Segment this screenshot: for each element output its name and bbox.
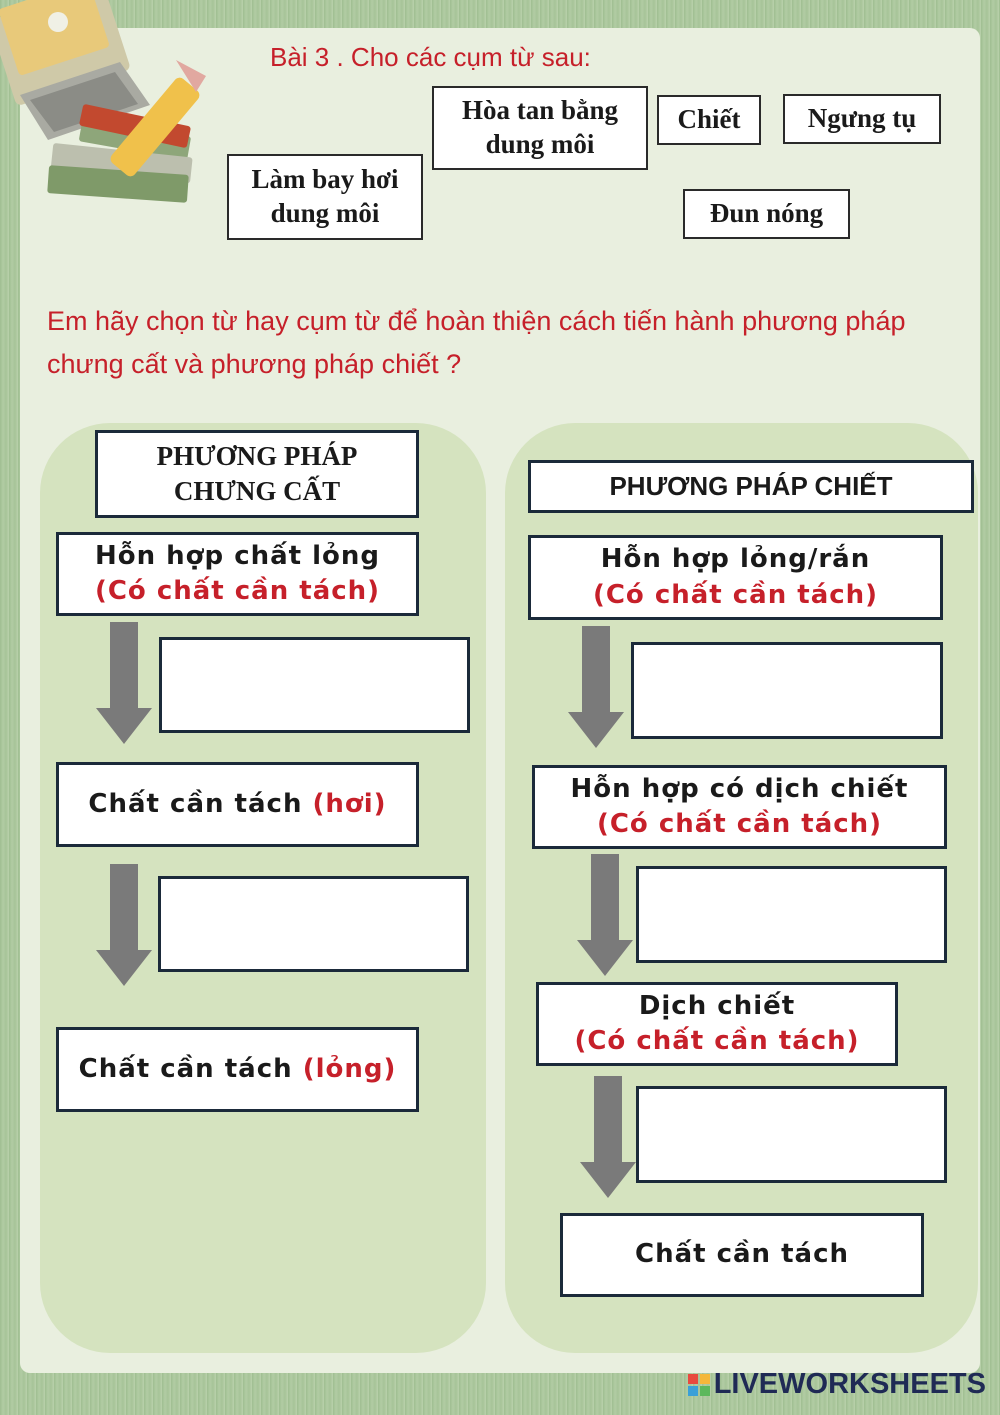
step-label: Hỗn hợp có dịch chiết bbox=[570, 773, 909, 804]
step-label: Hỗn hợp lỏng/rắn bbox=[600, 544, 871, 575]
distillation-step-mixture bbox=[56, 532, 419, 616]
chip-dun-nong[interactable]: Đun nóng bbox=[683, 189, 850, 239]
step-label: Chất cần tách bbox=[634, 1239, 850, 1270]
liveworksheets-logo bbox=[688, 1368, 986, 1401]
answer-blank-extraction-2[interactable] bbox=[636, 866, 947, 963]
distillation-heading: PHƯƠNG PHÁP CHƯNG CẤT bbox=[95, 430, 419, 518]
chip-lam-bay-hoi-dung-moi[interactable]: Làm bay hơi dung môi bbox=[227, 154, 423, 240]
extraction-step-extract bbox=[536, 982, 898, 1066]
chip-hoa-tan-bang-dung-moi[interactable]: Hòa tan bằng dung môi bbox=[432, 86, 648, 170]
exercise-title: Bài 3 . Cho các cụm từ sau: bbox=[270, 42, 591, 72]
chip-chiet[interactable]: Chiết bbox=[657, 95, 761, 145]
down-arrow-icon bbox=[96, 622, 152, 746]
answer-blank-extraction-3[interactable] bbox=[636, 1086, 947, 1183]
brand-name: LIVEWORKSHEETS bbox=[713, 1368, 986, 1400]
extraction-step-target bbox=[560, 1213, 924, 1297]
extraction-step-extract-mixture bbox=[532, 765, 947, 849]
question-text: Em hãy chọn từ hay cụm từ để hoàn thiện cách tiến hành phương pháp chưng cất và phương pháp chiết ? bbox=[47, 306, 906, 379]
step-note: (Có chất cần tách) bbox=[94, 576, 381, 606]
extraction-heading: PHƯƠNG PHÁP CHIẾT bbox=[528, 460, 974, 513]
step-note: (hơi) bbox=[312, 788, 387, 819]
step-note: (Có chất cần tách) bbox=[574, 1026, 860, 1056]
down-arrow-icon bbox=[96, 864, 152, 988]
step-note: (lỏng) bbox=[302, 1053, 397, 1084]
answer-blank-extraction-1[interactable] bbox=[631, 642, 943, 739]
distillation-step-vapor bbox=[56, 762, 419, 847]
chip-ngung-tu[interactable]: Ngưng tụ bbox=[783, 94, 941, 144]
down-arrow-icon bbox=[580, 1076, 636, 1200]
step-note: (Có chất cần tách) bbox=[592, 579, 879, 610]
laptop-books-illustration bbox=[0, 0, 230, 230]
step-label: Hỗn hợp chất lỏng bbox=[94, 540, 381, 571]
step-label: Chất cần tách bbox=[78, 1053, 303, 1084]
brand-mark-icon bbox=[688, 1374, 710, 1396]
extraction-step-mixture bbox=[528, 535, 943, 620]
distillation-step-liquid bbox=[56, 1027, 419, 1112]
down-arrow-icon bbox=[577, 854, 633, 978]
answer-blank-distillation-1[interactable] bbox=[159, 637, 470, 733]
step-label: Chất cần tách bbox=[88, 788, 313, 819]
down-arrow-icon bbox=[568, 626, 624, 750]
step-note: (Có chất cần tách) bbox=[596, 809, 883, 839]
answer-blank-distillation-2[interactable] bbox=[158, 876, 469, 972]
step-label: Dịch chiết bbox=[638, 990, 796, 1021]
